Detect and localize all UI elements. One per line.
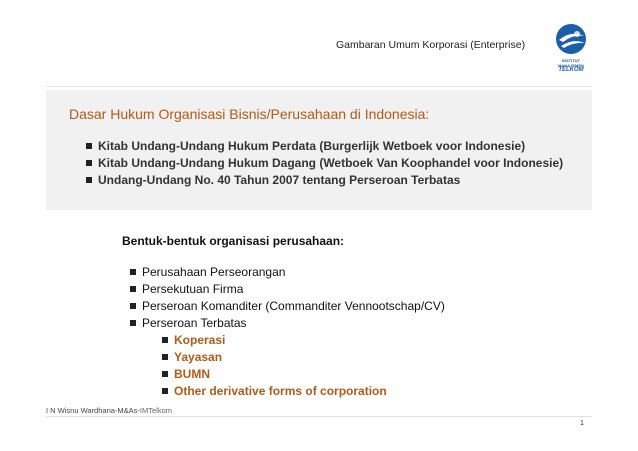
- footer-org: IMTelkom: [139, 406, 173, 415]
- footer-author: [46, 406, 172, 415]
- legal-basis-item: Kitab Undang-Undang Hukum Dagang (Wetboek Van Koophandel voor Indonesie): [86, 155, 563, 172]
- company-form-sublist: [142, 332, 445, 400]
- company-forms-title: Bentuk-bentuk organisasi perusahaan:: [122, 234, 345, 248]
- logo-subtext: INSTITUT MANAJEMEN: [558, 58, 584, 68]
- logo-brand: TELKOM: [558, 67, 584, 73]
- page-number: 1: [580, 420, 584, 427]
- company-form-subitem: Yayasan: [162, 349, 445, 366]
- legal-basis-item: Undang-Undang No. 40 Tahun 2007 tentang Perseroan Terbatas: [86, 172, 563, 189]
- legal-basis-item: Kitab Undang-Undang Hukum Perdata (Burgerlijk Wetboek voor Indonesie): [86, 138, 563, 155]
- company-forms-list: [130, 264, 445, 400]
- logo-text: [551, 58, 591, 73]
- footer-divider: [46, 416, 592, 417]
- company-form-subitem: BUMN: [162, 366, 445, 383]
- company-form-subitem: Koperasi: [162, 332, 445, 349]
- company-form-item: Perusahaan Perseorangan: [130, 264, 445, 281]
- company-form-item-label: Perseroan Terbatas: [142, 316, 247, 330]
- legal-basis-title: Dasar Hukum Organisasi Bisnis/Perusahaan di Indonesia:: [69, 106, 430, 122]
- company-form-item: Persekutuan Firma: [130, 281, 445, 298]
- footer-author-name: I N Wisnu Wardhana-M&As-: [46, 406, 140, 415]
- top-divider: [46, 86, 592, 87]
- legal-basis-list: [86, 138, 563, 189]
- company-form-subitem: Other derivative forms of corporation: [162, 383, 445, 400]
- legal-basis-box: [46, 90, 592, 210]
- slide-header-title: Gambaran Umum Korporasi (Enterprise): [336, 39, 526, 51]
- company-form-item: [130, 315, 445, 400]
- company-form-item: Perseroan Komanditer (Commanditer Vennootschap/CV): [130, 298, 445, 315]
